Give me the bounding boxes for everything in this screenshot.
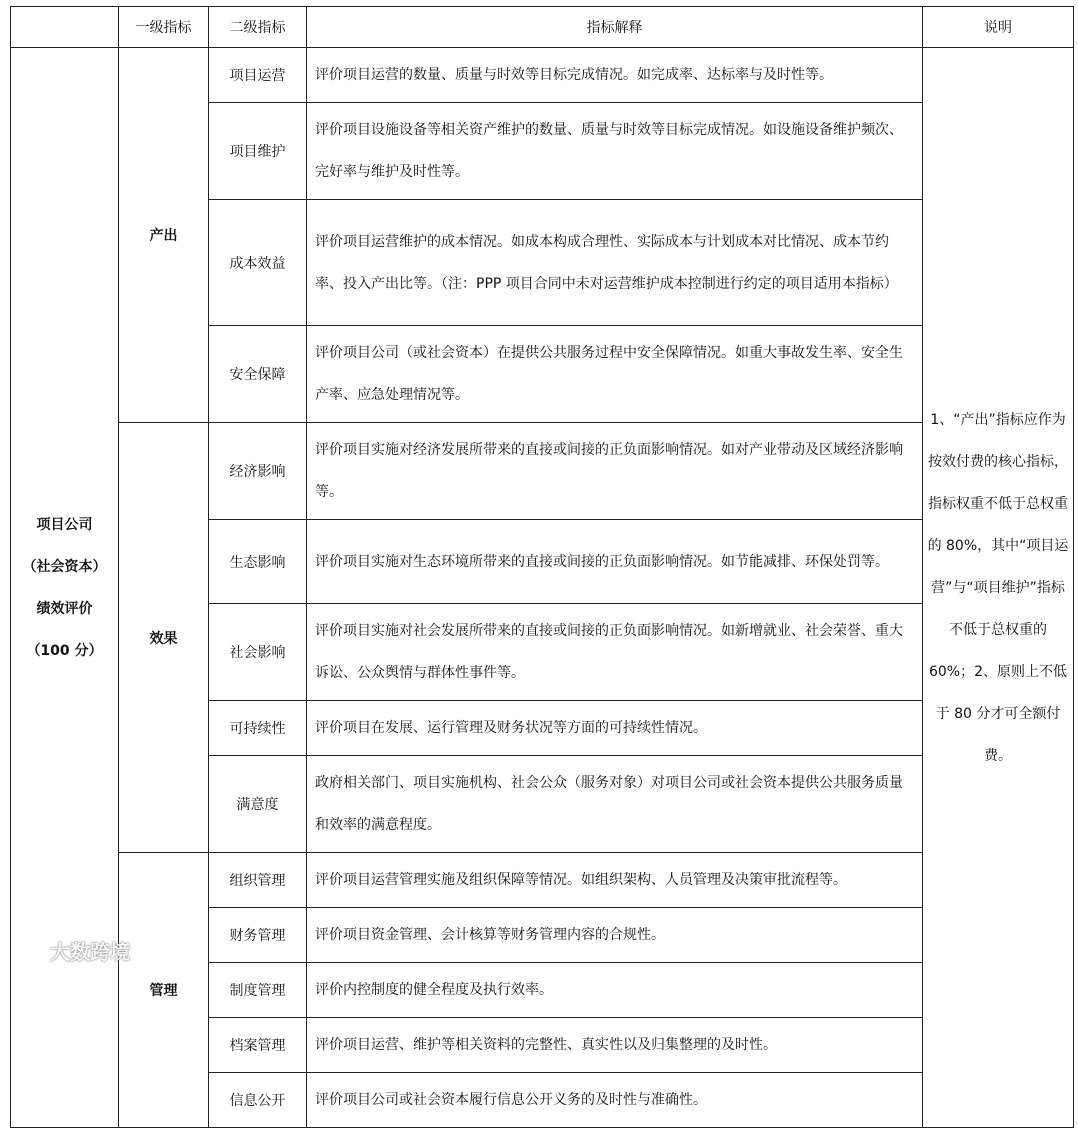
level2-description: 评价项目实施对生态环境所带来的直接或间接的正负面影响情况。如节能减排、环保处罚等。 (307, 520, 923, 604)
root-line: 绩效评价 (36, 600, 93, 617)
level2-description: 政府相关部门、项目实施机构、社会公众（服务对象）对项目公司或社会资本提供公共服务质量和效率的满意程度。 (307, 756, 923, 853)
level2-name: 财务管理 (209, 908, 307, 963)
table-row (11, 48, 1074, 103)
level2-name: 成本效益 (209, 200, 307, 326)
evaluation-table (10, 6, 1074, 1128)
level1-management: 管理 (119, 853, 209, 1128)
header-description: 指标解释 (307, 7, 923, 48)
weibo-logo-icon (10, 940, 44, 962)
level2-description: 评价项目实施对社会发展所带来的直接或间接的正负面影响情况。如新增就业、社会荣誉、重大诉讼、公众舆情与群体性事件等。 (307, 604, 923, 701)
level2-description: 评价内控制度的健全程度及执行效率。 (307, 963, 923, 1018)
level2-name: 生态影响 (209, 520, 307, 604)
level2-description: 评价项目运营的数量、质量与时效等目标完成情况。如完成率、达标率与及时性等。 (307, 48, 923, 103)
level2-name: 经济影响 (209, 423, 307, 520)
level2-name: 组织管理 (209, 853, 307, 908)
table-row (11, 423, 1074, 520)
level2-name: 可持续性 (209, 701, 307, 756)
root-line: （社会资本） (22, 558, 107, 575)
level2-description: 评价项目运营、维护等相关资料的完整性、真实性以及归集整理的及时性。 (307, 1018, 923, 1073)
level2-name: 档案管理 (209, 1018, 307, 1073)
level2-description: 评价项目资金管理、会计核算等财务管理内容的合规性。 (307, 908, 923, 963)
level2-name: 信息公开 (209, 1073, 307, 1128)
note-cell: 1、“产出”指标应作为按效付费的核心指标，指标权重不低于总权重的 80%，其中“项目运营”与“项目维护”指标不低于总权重的 60%；2、原则上不低于 80 分才可全额付费。 (923, 48, 1074, 1128)
level2-description: 评价项目公司（或社会资本）在提供公共服务过程中安全保障情况。如重大事故发生率、安全生产率、应急处理情况等。 (307, 326, 923, 423)
header-level1: 一级指标 (119, 7, 209, 48)
header-row (11, 7, 1074, 48)
header-col1 (11, 7, 119, 48)
root-line: （100 分） (26, 642, 103, 659)
level2-description: 评价项目设施设备等相关资产维护的数量、质量与时效等目标完成情况。如设施设备维护频次、完好率与维护及时性等。 (307, 103, 923, 200)
level2-description: 评价项目运营维护的成本情况。如成本构成合理性、实际成本与计划成本对比情况、成本节约率、投入产出比等。（注：PPP 项目合同中未对运营维护成本控制进行约定的项目适用本指标） (307, 200, 923, 326)
level2-name: 安全保障 (209, 326, 307, 423)
level2-name: 社会影响 (209, 604, 307, 701)
table-row (11, 853, 1074, 908)
level2-name: 项目维护 (209, 103, 307, 200)
root-line: 项目公司 (36, 516, 93, 533)
level2-name: 项目运营 (209, 48, 307, 103)
watermark (10, 936, 130, 965)
level1-output: 产出 (119, 48, 209, 423)
level2-name: 满意度 (209, 756, 307, 853)
header-note: 说明 (923, 7, 1074, 48)
root-category (11, 48, 119, 1128)
level2-description: 评价项目在发展、运行管理及财务状况等方面的可持续性情况。 (307, 701, 923, 756)
header-level2: 二级指标 (209, 7, 307, 48)
watermark-text: 大数跨境 (50, 940, 130, 964)
level2-description: 评价项目运营管理实施及组织保障等情况。如组织架构、人员管理及决策审批流程等。 (307, 853, 923, 908)
level2-name: 制度管理 (209, 963, 307, 1018)
level2-description: 评价项目实施对经济发展所带来的直接或间接的正负面影响情况。如对产业带动及区域经济影响等。 (307, 423, 923, 520)
level2-description: 评价项目公司或社会资本履行信息公开义务的及时性与准确性。 (307, 1073, 923, 1128)
level1-effect: 效果 (119, 423, 209, 853)
